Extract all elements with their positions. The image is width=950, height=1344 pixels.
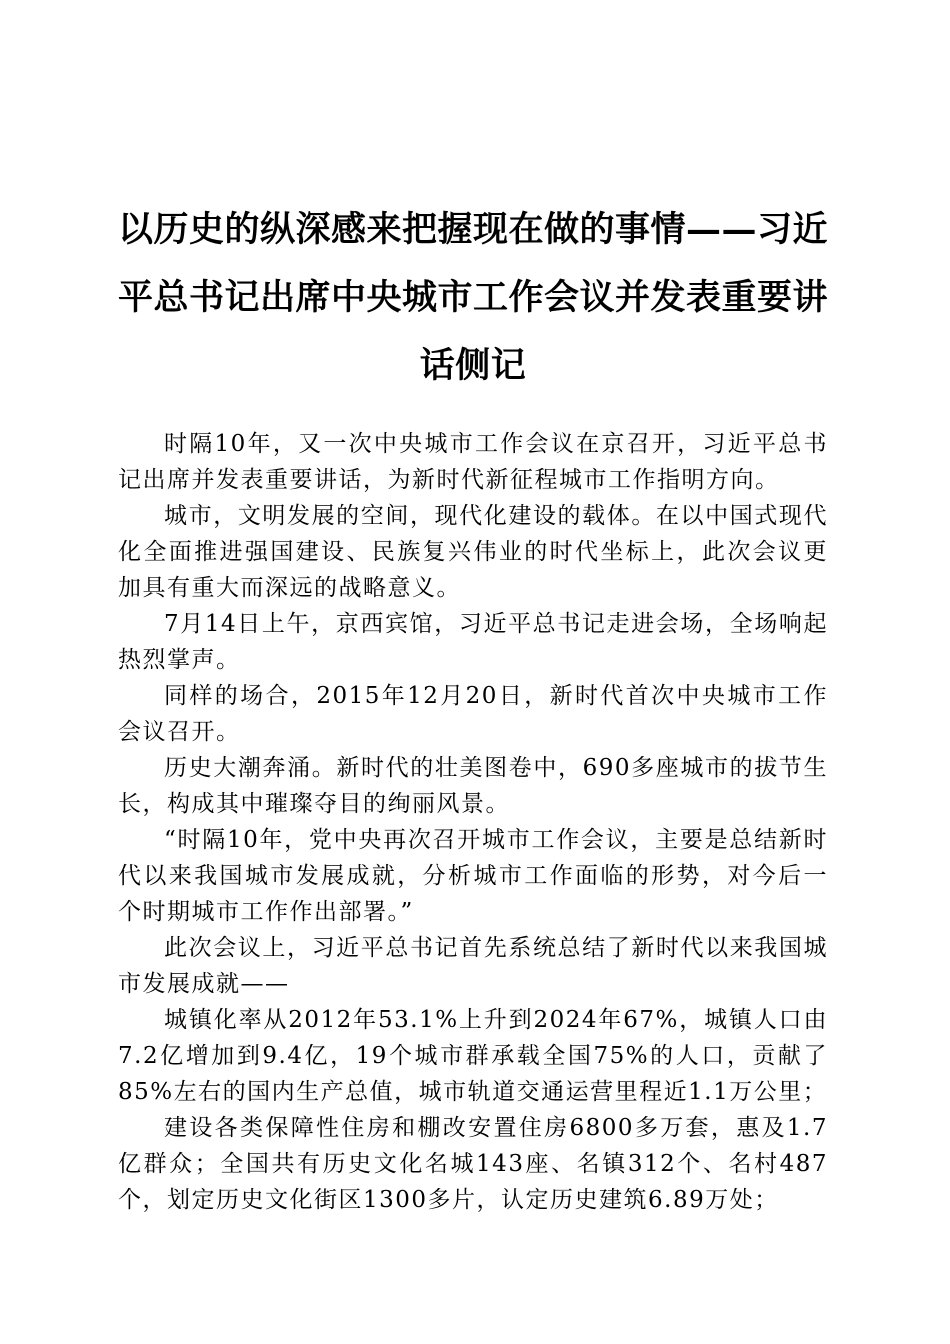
document-body <box>118 426 828 1218</box>
document-page <box>118 196 828 1218</box>
paragraph: 此次会议上，习近平总书记首先系统总结了新时代以来我国城市发展成就—— <box>118 935 828 997</box>
paragraph: 城市，文明发展的空间，现代化建设的载体。在以中国式现代化全面推进强国建设、民族复兴伟业的时代坐标上，此次会议更加具有重大而深远的战略意义。 <box>118 503 828 601</box>
paragraph: 时隔10年，又一次中央城市工作会议在京召开，习近平总书记出席并发表重要讲话，为新时代新征程城市工作指明方向。 <box>118 431 828 493</box>
paragraph: 7月14日上午，京西宾馆，习近平总书记走进会场，全场响起热烈掌声。 <box>118 611 828 673</box>
paragraph: 城镇化率从2012年53.1%上升到2024年67%，城镇人口由7.2亿增加到9.4亿，19个城市群承载全国75%的人口，贡献了85%左右的国内生产总值，城市轨道交通运营里程近1.1万公里； <box>118 1007 828 1105</box>
paragraph: “时隔10年，党中央再次召开城市工作会议，主要是总结新时代以来我国城市发展成就，分析城市工作面临的形势，对今后一个时期城市工作作出部署。” <box>118 827 828 925</box>
paragraph: 历史大潮奔涌。新时代的壮美图卷中，690多座城市的拔节生长，构成其中璀璨夺目的绚丽风景。 <box>118 755 828 817</box>
paragraph: 建设各类保障性住房和棚改安置住房6800多万套，惠及1.7亿群众；全国共有历史文化名城143座、名镇312个、名村487个，划定历史文化街区1300多片，认定历史建筑6.89万处； <box>118 1115 828 1213</box>
document-title: 以历史的纵深感来把握现在做的事情——习近平总书记出席中央城市工作会议并发表重要讲话侧记 <box>118 209 829 386</box>
paragraph: 同样的场合，2015年12月20日，新时代首次中央城市工作会议召开。 <box>118 683 828 745</box>
